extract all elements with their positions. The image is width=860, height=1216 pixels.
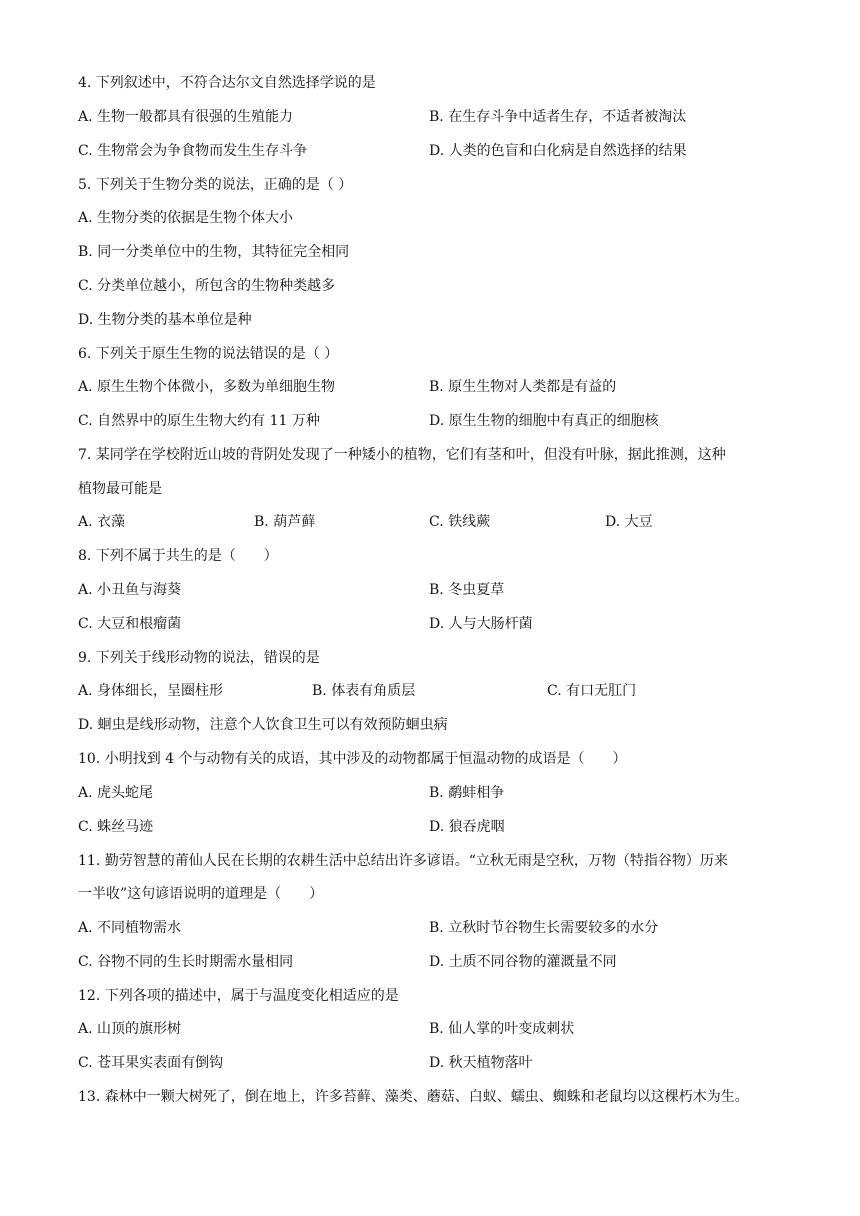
- question-11-option-c: C. 谷物不同的生长时期需水量相同: [78, 954, 294, 970]
- question-10-stem: 10. 小明找到 4 个与动物有关的成语，其中涉及的动物都属于恒温动物的成语是（ ）: [78, 751, 627, 767]
- question-11-stem-line-1: 11. 勤劳智慧的莆仙人民在长期的农耕生活中总结出许多谚语。“立秋无雨是空秋，万物（特指谷物）历来: [78, 853, 728, 869]
- question-8-option-a: A. 小丑鱼与海葵: [78, 582, 182, 598]
- question-10-option-b: B. 鹬蚌相争: [429, 785, 505, 801]
- question-5-option-c: C. 分类单位越小，所包含的生物种类越多: [78, 278, 336, 294]
- question-11-option-d: D. 土质不同谷物的灌溉量不同: [429, 954, 617, 970]
- question-11-stem-line-2: 一半收”这句谚语说明的道理是（ ）: [78, 886, 324, 902]
- question-7-option-a: A. 衣藻: [78, 514, 126, 530]
- question-4-option-a: A. 生物一般都具有很强的生殖能力: [78, 109, 294, 125]
- question-10-option-c: C. 蛛丝马迹: [78, 819, 154, 835]
- question-6-option-b: B. 原生生物对人类都是有益的: [429, 379, 617, 395]
- question-10-option-a: A. 虎头蛇尾: [78, 785, 154, 801]
- question-9-option-a: A. 身体细长，呈圈柱形: [78, 683, 224, 699]
- question-5-option-b: B. 同一分类单位中的生物，其特征完全相同: [78, 244, 350, 260]
- question-6-stem: 6. 下列关于原生生物的说法错误的是（ ）: [78, 346, 339, 362]
- question-4-option-d: D. 人类的色盲和白化病是自然选择的结果: [429, 143, 687, 159]
- question-4-stem: 4. 下列叙述中，不符合达尔文自然选择学说的是: [78, 75, 376, 91]
- question-6-option-a: A. 原生生物个体微小，多数为单细胞生物: [78, 379, 336, 395]
- question-12-option-a: A. 山顶的旗形树: [78, 1021, 182, 1037]
- question-11-option-a: A. 不同植物需水: [78, 920, 182, 936]
- question-11-option-b: B. 立秋时节谷物生长需要较多的水分: [429, 920, 659, 936]
- question-6-option-d: D. 原生生物的细胞中有真正的细胞核: [429, 413, 659, 429]
- question-8-option-d: D. 人与大肠杆菌: [429, 616, 533, 632]
- question-9-stem: 9. 下列关于线形动物的说法，错误的是: [78, 650, 320, 666]
- question-5-stem: 5. 下列关于生物分类的说法，正确的是（ ）: [78, 177, 353, 193]
- question-9-option-d: D. 蛔虫是线形动物，注意个人饮食卫生可以有效预防蛔虫病: [78, 717, 448, 733]
- question-8-option-c: C. 大豆和根瘤菌: [78, 616, 182, 632]
- question-12-option-c: C. 苍耳果实表面有倒钩: [78, 1055, 224, 1071]
- question-7-stem-line-2: 植物最可能是: [78, 481, 162, 497]
- question-7-stem-line-1: 7. 某同学在学校附近山坡的背阴处发现了一种矮小的植物，它们有茎和叶，但没有叶脉，据此推测，这种: [78, 447, 726, 463]
- question-12-option-d: D. 秋天植物落叶: [429, 1055, 533, 1071]
- question-12-option-b: B. 仙人掌的叶变成刺状: [429, 1021, 575, 1037]
- question-5-option-d: D. 生物分类的基本单位是种: [78, 312, 252, 328]
- question-10-option-d: D. 狼吞虎咽: [429, 819, 505, 835]
- question-5-option-a: A. 生物分类的依据是生物个体大小: [78, 210, 294, 226]
- question-9-option-c: C. 有口无肛门: [547, 683, 637, 699]
- question-13-stem-line-1: 13. 森林中一颗大树死了，倒在地上，许多苔藓、藻类、蘑菇、白蚁、蠕虫、蜘蛛和老鼠均以这棵朽木为生。: [78, 1089, 749, 1105]
- question-4-option-c: C. 生物常会为争食物而发生生存斗争: [78, 143, 308, 159]
- question-4-option-b: B. 在生存斗争中适者生存，不适者被淘汰: [429, 109, 687, 125]
- question-8-option-b: B. 冬虫夏草: [429, 582, 505, 598]
- question-6-option-c: C. 自然界中的原生生物大约有 11 万种: [78, 413, 320, 429]
- question-7-option-d: D. 大豆: [605, 514, 653, 530]
- question-12-stem: 12. 下列各项的描述中，属于与温度变化相适应的是: [78, 988, 399, 1004]
- question-9-option-b: B. 体表有角质层: [312, 683, 416, 699]
- question-7-option-c: C. 铁线蕨: [429, 514, 491, 530]
- question-8-stem: 8. 下列不属于共生的是（ ）: [78, 548, 278, 564]
- question-7-option-b: B. 葫芦藓: [254, 514, 316, 530]
